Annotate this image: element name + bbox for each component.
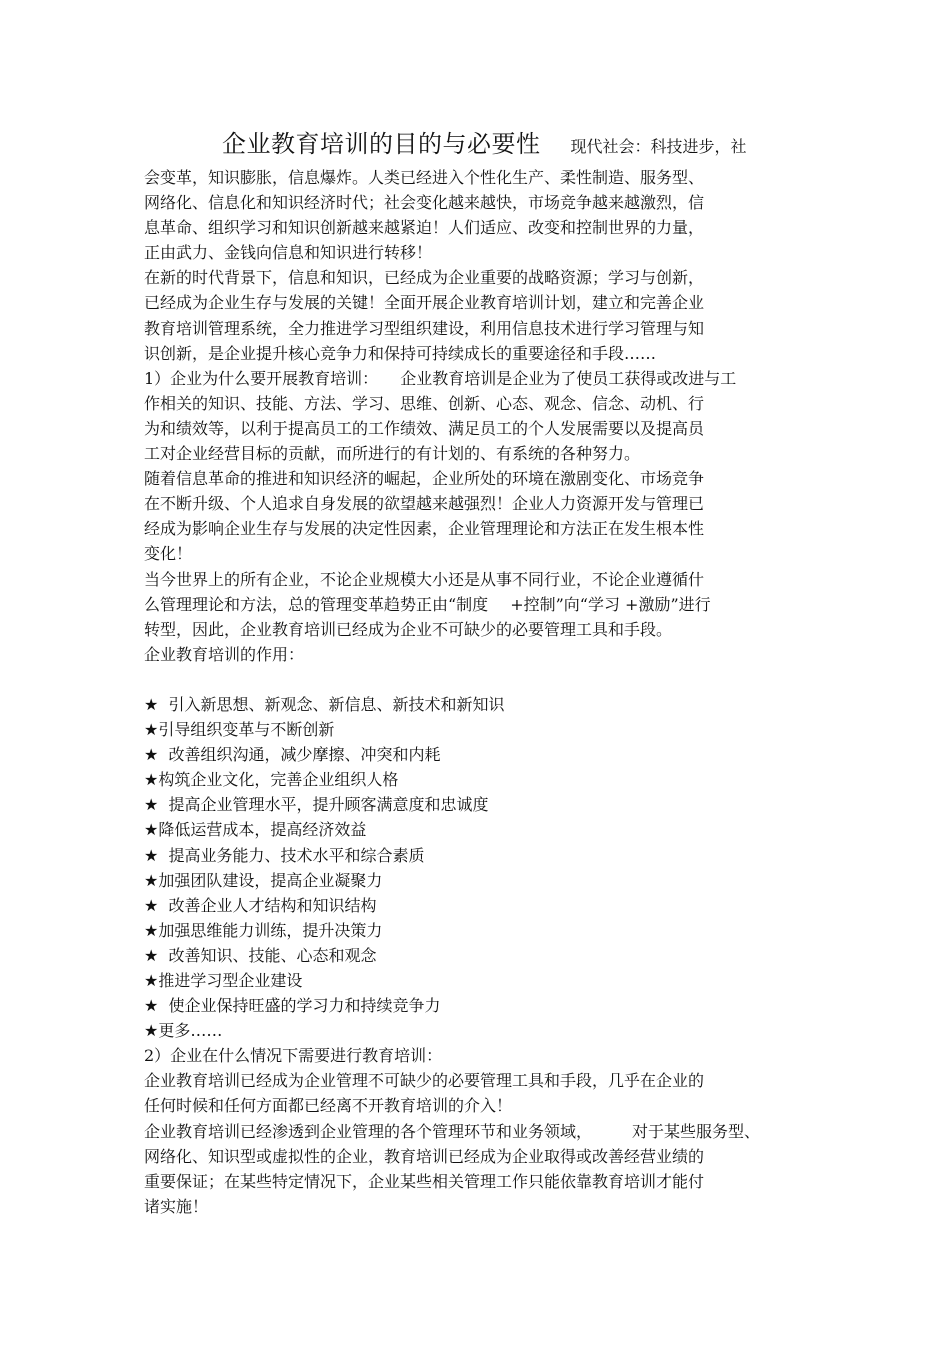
section2-line: 诸实施！ (144, 1196, 209, 1216)
document-title: 企业教育培训的目的与必要性 (222, 130, 541, 158)
document-body (144, 165, 824, 1219)
trend-line (144, 592, 824, 617)
benefit-item (144, 843, 824, 868)
star-icon: ★ (144, 795, 159, 815)
section1-heading-line (144, 366, 824, 391)
benefit-item (144, 868, 824, 893)
section1-line: 作相关的知识、技能、方法、学习、思维、创新、心态、观念、信念、动机、行 (144, 393, 705, 413)
penetrate-text-a: 企业教育培训已经渗透到企业管理的各个管理环节和业务领域， (144, 1121, 593, 1141)
benefit-item (144, 817, 824, 842)
benefit-text: 引导组织变革与不断创新 (158, 720, 335, 740)
intro-line: 在新的时代背景下，信息和知识，已经成为企业重要的战略资源；学习与创新， (144, 268, 705, 288)
star-icon: ★ (144, 920, 159, 940)
trend-text-b: +控制”向“学习 +激励”进行 (510, 594, 711, 614)
intro-line: 识创新，是企业提升核心竞争力和保持可持续成长的重要途径和手段…… (144, 343, 657, 363)
benefit-text: 改善企业人才结构和知识结构 (168, 895, 377, 915)
benefit-text: 改善组织沟通，减少摩擦、冲突和内耗 (168, 745, 441, 765)
trend-text-a: 么管理理论和方法，总的管理变革趋势正由“制度 (144, 594, 489, 614)
section1-line: 工对企业经营目标的贡献，而所进行的有计划的、有系统的各种努力。 (144, 444, 641, 464)
intro-line: 教育培训管理系统，全力推进学习型组织建设，利用信息技术进行学习管理与知 (144, 318, 705, 338)
title-tail-text: 现代社会：科技进步，社 (570, 137, 747, 156)
benefit-item (144, 968, 824, 993)
benefit-text: 加强思维能力训练，提升决策力 (158, 920, 383, 940)
star-icon: ★ (144, 870, 159, 890)
benefit-item (144, 943, 824, 968)
section1-line: 为和绩效等，以利于提高员工的工作绩效、满足员工的个人发展需要以及提高员 (144, 418, 705, 438)
section1-line: 在不断升级、个人追求自身发展的欲望越来越强烈！企业人力资源开发与管理已 (144, 494, 705, 514)
roles-heading: 企业教育培训的作用： (144, 644, 305, 664)
section2-line: 企业教育培训已经成为企业管理不可缺少的必要管理工具和手段，几乎在企业的 (144, 1071, 705, 1091)
star-icon: ★ (144, 895, 159, 915)
benefit-item (144, 792, 824, 817)
benefit-text: 提高业务能力、技术水平和综合素质 (168, 845, 425, 865)
section1-line: 随着信息革命的推进和知识经济的崛起，企业所处的环境在激剧变化、市场竞争 (144, 469, 705, 489)
intro-line: 会变革，知识膨胀，信息爆炸。人类已经进入个性化生产、柔性制造、服务型、 (144, 168, 705, 187)
benefit-item (144, 893, 824, 918)
benefit-text: 提高企业管理水平，提升顾客满意度和忠诚度 (168, 795, 489, 815)
blank-line (144, 667, 824, 692)
benefit-item (144, 993, 824, 1018)
benefit-text: 改善知识、技能、心态和观念 (168, 945, 377, 965)
section2-line: 网络化、知识型或虚拟性的企业，教育培训已经成为企业取得或改善经营业绩的 (144, 1146, 705, 1166)
benefit-item (144, 717, 824, 742)
star-icon: ★ (144, 745, 159, 765)
intro-line: 已经成为企业生存与发展的关键！全面开展企业教育培训计划，建立和完善企业 (144, 293, 705, 313)
section1-heading-tail: 企业教育培训是企业为了使员工获得或改进与工 (400, 368, 737, 388)
benefit-item (144, 742, 824, 767)
benefit-item (144, 767, 824, 792)
benefit-text: 更多…… (158, 1021, 223, 1041)
benefit-text: 加强团队建设，提高企业凝聚力 (158, 870, 383, 890)
star-icon: ★ (144, 971, 159, 990)
benefit-item (144, 692, 824, 717)
star-icon: ★ (144, 945, 159, 965)
star-icon: ★ (144, 694, 159, 714)
title-row (222, 124, 822, 159)
section1-heading: 1）企业为什么要开展教育培训： (144, 368, 379, 388)
section2-line: 重要保证；在某些特定情况下，企业某些相关管理工作只能依靠教育培训才能付 (144, 1171, 705, 1191)
penetrate-line (144, 1119, 824, 1144)
star-icon: ★ (144, 845, 159, 865)
trend-line-end: 转型，因此，企业教育培训已经成为企业不可缺少的必要管理工具和手段。 (144, 619, 673, 639)
section1-line: 经成为影响企业生存与发展的决定性因素，企业管理理论和方法正在发生根本性 (144, 519, 705, 539)
benefit-item (144, 1018, 824, 1043)
section2-heading: 2）企业在什么情况下需要进行教育培训： (144, 1046, 443, 1066)
section1-line: 变化！ (144, 544, 193, 564)
star-icon: ★ (144, 1021, 159, 1041)
section1-line: 当今世界上的所有企业，不论企业规模大小还是从事不同行业，不论企业遵循什 (144, 569, 705, 589)
benefit-item (144, 918, 824, 943)
star-icon: ★ (144, 770, 159, 790)
star-icon: ★ (144, 996, 159, 1016)
benefit-text: 降低运营成本，提高经济效益 (158, 820, 367, 840)
section2-line: 任何时候和任何方面都已经离不开教育培训的介入！ (144, 1096, 513, 1116)
benefit-text: 构筑企业文化，完善企业组织人格 (158, 770, 399, 790)
benefit-text: 推进学习型企业建设 (158, 971, 303, 990)
penetrate-text-b: 对于某些服务型、 (632, 1121, 761, 1141)
benefit-text: 引入新思想、新观念、新信息、新技术和新知识 (168, 694, 505, 714)
star-icon: ★ (144, 720, 159, 740)
star-icon: ★ (144, 820, 159, 840)
intro-line: 网络化、信息化和知识经济时代；社会变化越来越快，市场竞争越来越激烈，信 (144, 193, 705, 213)
intro-line: 息革命、组织学习和知识创新越来越紧迫！人们适应、改变和控制世界的力量， (144, 218, 705, 238)
intro-line: 正由武力、金钱向信息和知识进行转移！ (144, 243, 433, 263)
benefit-text: 使企业保持旺盛的学习力和持续竞争力 (168, 996, 441, 1016)
